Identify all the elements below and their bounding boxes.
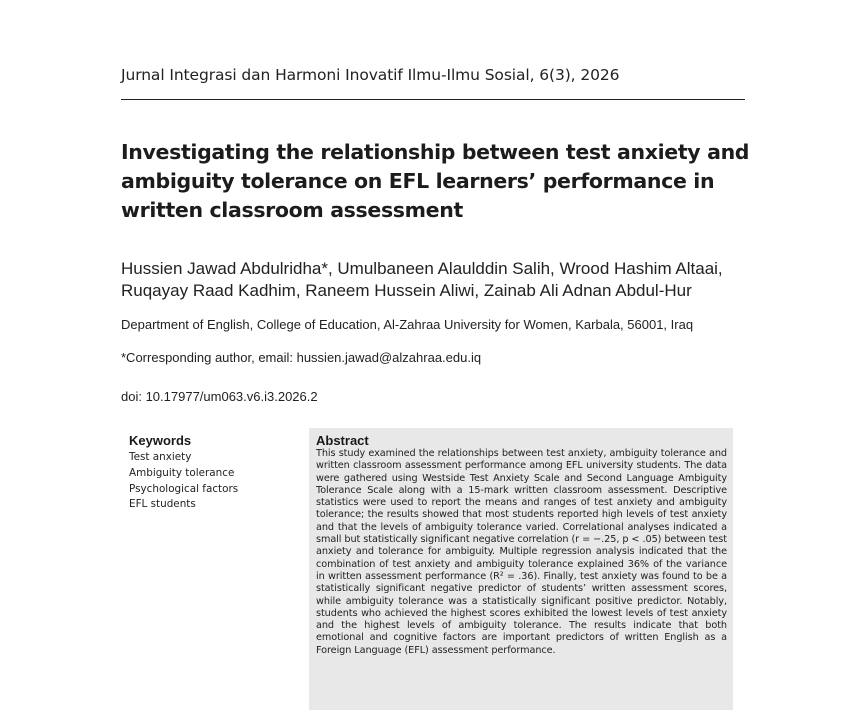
- journal-citation: Jurnal Integrasi dan Harmoni Inovatif Ilmu-Ilmu Sosial, 6(3), 2026: [121, 66, 620, 84]
- abstract-body: This study examined the relationships between test anxiety, ambiguity tolerance and written classroom assessment performance among EFL university students. The data were gathered using Westside Test Anxiety Scale and Second Language Ambiguity Tolerance Scale along with a 15-mark written classroom assessment. Descriptive statistics were used to report the means and ranges of test anxiety and ambiguity tolerance; the results showed that most students reported high levels of test anxiety and that the levels of ambiguity tolerance varied. Correlational analyses indicated a small but statistically significant negative correlation (r = −.25, p < .05) between test anxiety and tolerance for ambiguity. Multiple regression analysis indicated that the combination of test anxiety and ambiguity tolerance explained 36% of the variance in written assessment performance (R² = .36). Finally, test anxiety was found to be a statistically significant negative predictor of students’ written assessment scores, while ambiguity tolerance was a statistically significant positive predictor. Notably, students who achieved the highest scores exhibited the lowest levels of test anxiety and the highest levels of ambiguity tolerance. The results indicate that both emotional and cognitive factors are important predictors of written English as a Foreign Language (EFL) assessment performance.: [316, 448, 727, 656]
- keywords-section: [129, 433, 299, 513]
- doi: doi: 10.17977/um063.v6.i3.2026.2: [121, 389, 318, 404]
- affiliation: Department of English, College of Education, Al-Zahraa University for Women, Karbala, 56001, Iraq: [121, 317, 694, 332]
- keywords-list: [129, 450, 299, 513]
- author-list: Hussien Jawad Abdulridha*, Umulbaneen Alaulddin Salih, Wrood Hashim Altaai, Ruqayay Raad Kadhim, Raneem Hussein Aliwi, Zainab Ali Adnan Abdul-Hur: [121, 259, 723, 300]
- abstract-box: [309, 428, 733, 710]
- corresponding-author: *Corresponding author, email: hussien.jawad@alzahraa.edu.iq: [121, 350, 482, 365]
- keyword-item: EFL students: [129, 498, 196, 511]
- keywords-heading: Keywords: [129, 433, 192, 448]
- article-title: Investigating the relationship between test anxiety and ambiguity tolerance on EFL learners’ performance in written classroom assessment: [121, 140, 750, 222]
- keyword-item: Ambiguity tolerance: [129, 466, 235, 479]
- keyword-item: Psychological factors: [129, 482, 239, 495]
- abstract-heading: Abstract: [316, 433, 369, 448]
- keyword-item: Test anxiety: [129, 451, 192, 463]
- header-divider: [121, 99, 745, 100]
